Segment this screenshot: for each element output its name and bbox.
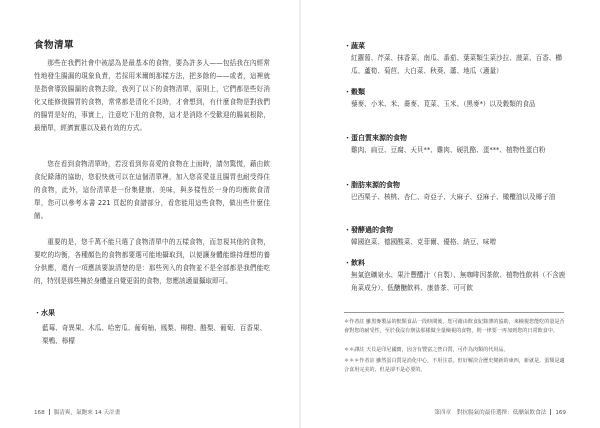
category-title-drinks: ・飲料 — [344, 259, 365, 267]
paragraph-2: 您在看到食物清單時，若沒看到你喜愛的食物在上面時，請勿驚慌，藉由飲食紀錄薄的協助，您很快就可以在這個清單裡，加入您喜愛並且腸胃也耐受得住的食物，此外，這份清單是一份集健康、美味，與多樣性於一身的均衡飲食清單，您可以參考本書 221 頁起的食譜部分，看您能用這些食物，做出些什麼佳餚。 — [34, 160, 270, 220]
footnote-3: ＊＊＊作者註 雖然蛋白質是消化中心，不用注意，但好解決合歷史變新的東西，新就是，蛋類是適合食用完美的，但是卻不是必要的。 — [344, 358, 565, 373]
footnote-2: ＊＊譯註 天貝是印尼國寶，因含有豐富之營白質，可作為肉類的代用品。 — [344, 347, 509, 353]
category-items-drinks: 無氣泡礦泉水、果汁豐醴汁（自製）、無咖啡因茶飲、植物性飲料（不含鹿角菜成分）、低醣醣飲料、康普茶、可可飲 — [351, 271, 566, 292]
fruit-category-title: ・水果 — [34, 309, 55, 317]
category-title-grains: ・穀類 — [344, 88, 365, 96]
left-book-title: 腸清爽，氣飽來 14 天計畫 — [53, 410, 121, 416]
section-heading: 食物清單 — [34, 40, 75, 51]
paragraph-1: 那些在我們社會中被認為是最基本的食物，要為許多人——包括我在內經常性地發生腸漏的現象負責，若採用米爾朗那樣方法，把多餘的——或者，這裡就是指會導致腸漏的食物去除，我列了以下的食物清單，原則上，它們都是些好消化又能修復腸胃的食物，常常都是清化不良時，才會想到，有什麼食物是對我們的腸胃是好的，事實上，注意吃下肚的食物，這才是消除不受歡迎的腸氣根除，最簡單，經濟實惠以及最有效的方式。 — [34, 59, 270, 132]
category-title-protein: ・蛋白質來源的食物 — [344, 134, 407, 142]
right-chapter-title: 第四章 對抗腸氣的最佳選擇：低醣氣飲食法 — [434, 410, 547, 416]
category-items-fermented: 韓國泡菜、德國酸菜、克菲爾、優格、納豆、味噌 — [351, 238, 497, 246]
right-page-number: 169 — [555, 410, 566, 416]
category-title-fermented: ・發酵過的食物 — [344, 226, 393, 234]
fruit-category-items: 藍莓、奇異果、木瓜、哈密瓜、葡萄柚、鳳梨、柳橙、酪梨、葡萄、百香果、栗鴨、檸檬 — [42, 324, 267, 345]
left-page-number: 168 — [34, 410, 45, 416]
category-title-vegetables: ・蔬菜 — [344, 42, 365, 50]
footnote-1: ＊作者註 雖黑麥製品的麩類食品一段時間後，您可藉由飲食紀錄薄的協助，來檢視您能吃的量是否會對您的耐受性，至於我沒有辦法那樣做全量檢視的食物，則一律要一再加到您的日常飲食中。 — [344, 319, 565, 334]
right-footer — [434, 408, 566, 416]
category-items-grains: 藜麥、小米、米、蕎麥、莧菜、玉米、（黑麥*）以及穀類的食品 — [351, 100, 536, 108]
footer-separator — [550, 409, 551, 415]
footnote-divider — [344, 312, 564, 313]
category-items-protein: 雞肉、扁豆、豆腐、天貝**、雞肉、硬乳酪、蛋***、植物性蛋白粉 — [351, 146, 546, 154]
left-footer — [34, 408, 120, 416]
footer-separator — [49, 409, 50, 415]
paragraph-3: 重要的是，您千萬不能只選了食物清單中的五樣食物，而忽視其他的食物，要吃的均衡，各種顏色的食物都要選可能地攝取到，以便讓身體能維持理想的養分供應，還有一項應該要說清楚的是：那些列入的食物並不是全部都是我們能吃的，特別是那些擁於身體並自覺更弱的食物，您應該適量攝取即可。 — [34, 238, 270, 285]
category-items-vegetables: 紅蘿蔔、芹菜、抹香菜、南瓜、番茄、葉菜類生菜沙拉、菠菜、百香、櫛瓜、蘆筍、菊苣、大白菜、秋葵、蕭、地瓜（適量） — [351, 54, 562, 75]
left-page — [0, 0, 299, 428]
category-items-fats: 巴西栗子、核桃、杏仁、奇亞子、大麻子、亞麻子、橄欖油以及椰子油 — [351, 193, 556, 201]
category-title-fats: ・脂肪來源的食物 — [344, 181, 400, 189]
